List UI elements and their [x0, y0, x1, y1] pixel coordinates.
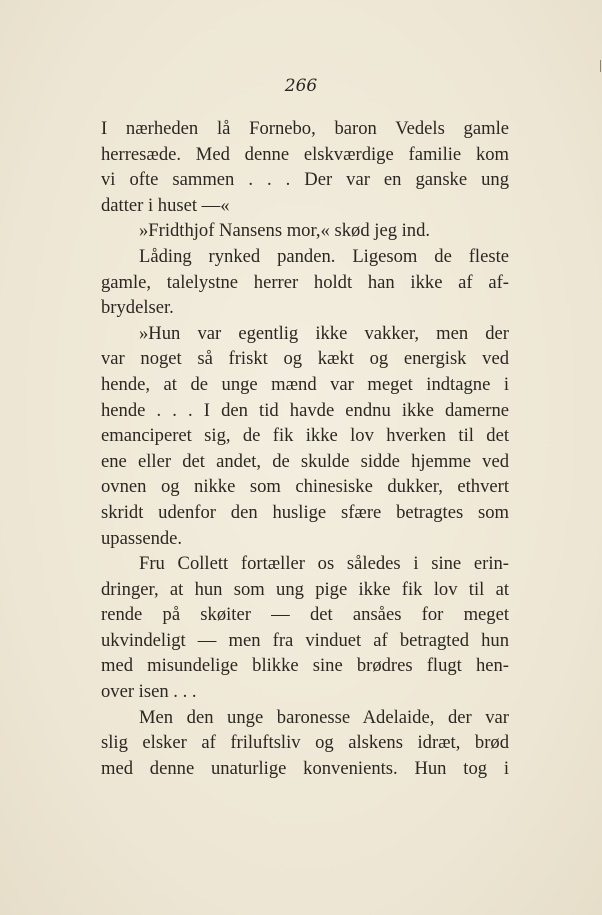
text-line: Men den unge baronesse Adelaide, der var [139, 706, 509, 728]
text-line: hende, at de unge mænd var meget indtagne i [101, 373, 509, 395]
text-line: hende . . . I den tid havde endnu ikke damerne [101, 399, 509, 421]
text-line: over isen . . . [101, 681, 197, 703]
text-line: »Hun var egentlig ikke vakker, men der [139, 322, 509, 344]
text-line: emanciperet sig, de fik ikke lov hverken til det [101, 425, 509, 447]
text-line: Fru Collett fortæller os således i sine erin- [139, 553, 509, 575]
text-line: upassende. [101, 527, 183, 549]
page-number: 266 [284, 76, 318, 96]
text-line: gamle, talelystne herrer holdt han ikke af af- [101, 271, 509, 293]
page-edge-mark [600, 60, 601, 72]
text-line: vi ofte sammen . . . Der var en ganske ung [101, 169, 509, 191]
text-line: ukvindeligt — men fra vinduet af betragted hun [101, 629, 509, 651]
text-line: datter i huset —« [101, 194, 230, 216]
text-line: var noget så friskt og kækt og energisk ved [101, 348, 509, 370]
text-line: ovnen og nikke som chinesiske dukker, ethvert [101, 476, 509, 498]
text-line: brydelser. [101, 297, 174, 319]
text-line: Låding rynked panden. Ligesom de fleste [139, 245, 509, 267]
text-line: skridt udenfor den huslige sfære betragtes som [101, 501, 509, 523]
text-line: dringer, at hun som ung pige ikke fik lov til at [101, 578, 509, 600]
text-line: rende på skøiter — det ansåes for meget [101, 604, 509, 626]
body-text [101, 116, 509, 781]
text-line: ene eller det andet, de skulde sidde hjemme ved [101, 450, 509, 472]
text-line: herresæde. Med denne elskværdige familie kom [101, 143, 509, 165]
text-line: med misundelige blikke sine brødres flugt hen- [101, 655, 509, 677]
text-line: I nærheden lå Fornebo, baron Vedels gamle [101, 118, 509, 139]
text-line: slig elsker af friluftsliv og alskens idræt, brød [101, 732, 509, 754]
text-line: »Fridthjof Nansens mor,« skød jeg ind. [139, 220, 431, 242]
text-line: med denne unaturlige konvenients. Hun tog i [101, 757, 509, 779]
